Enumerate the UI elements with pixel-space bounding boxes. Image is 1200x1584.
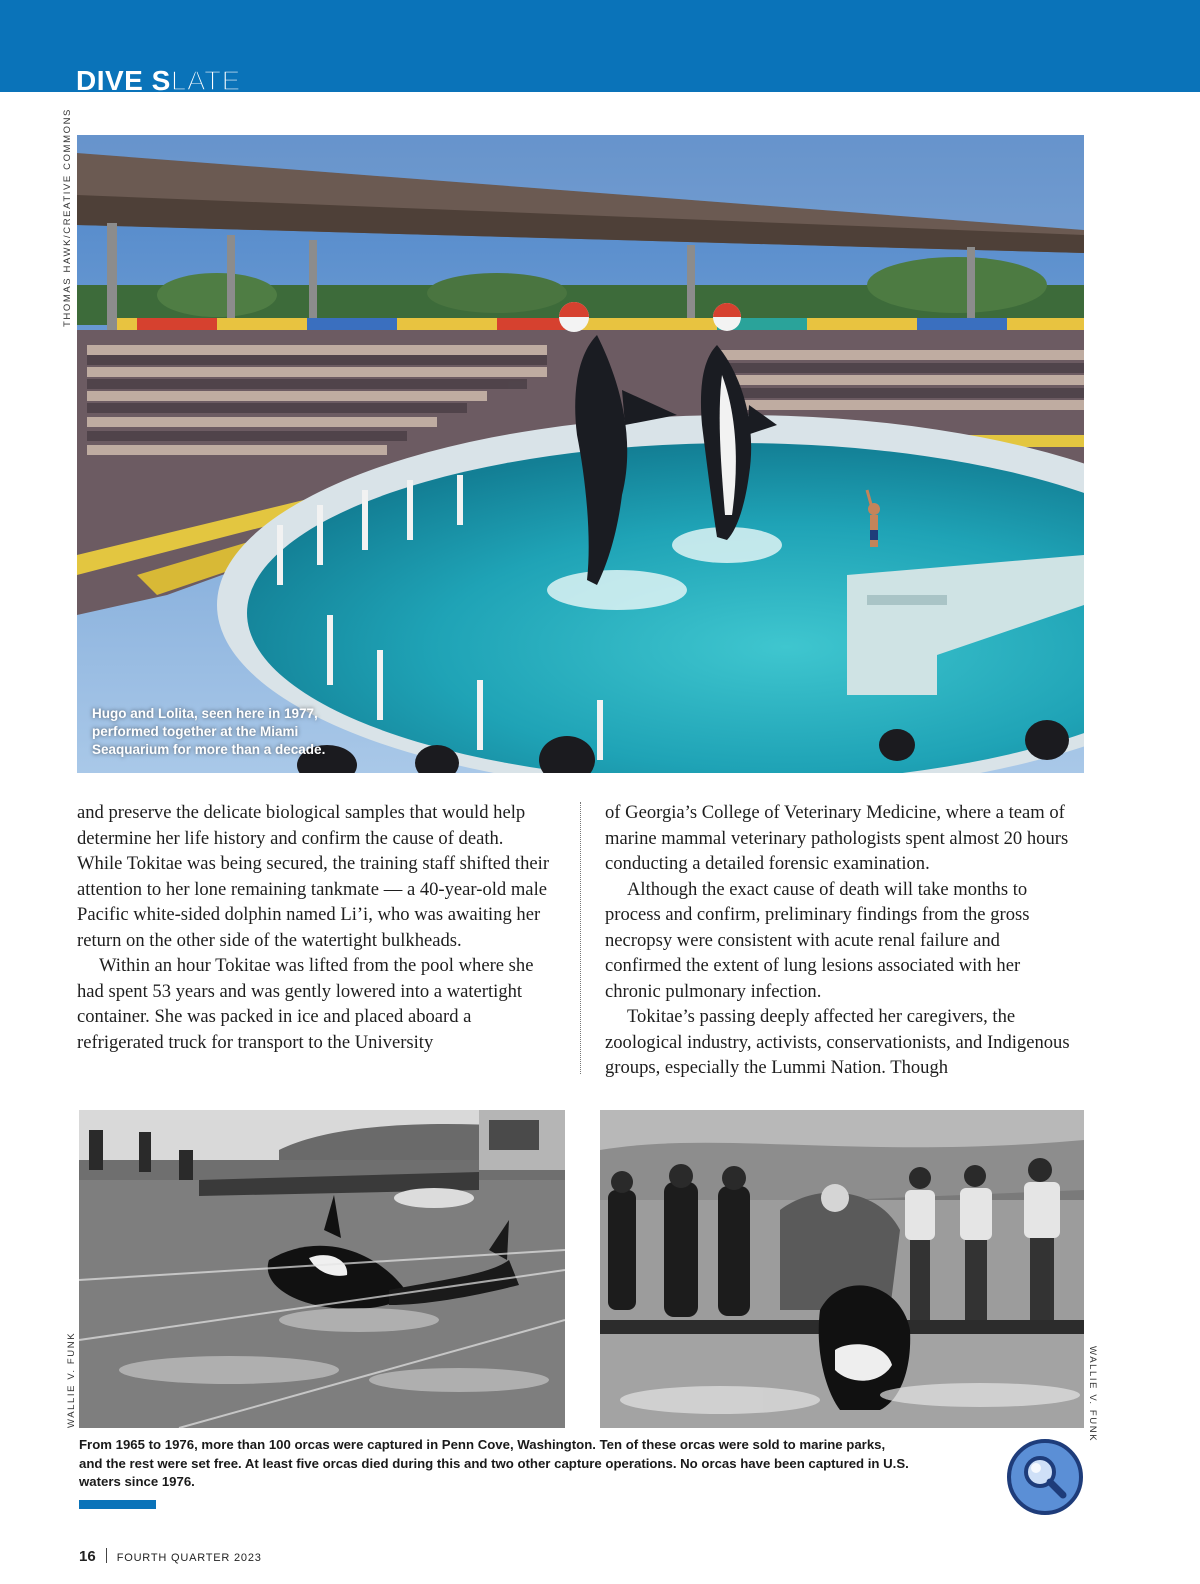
page-footer [79,1548,262,1566]
article-paragraph: Tokitae’s passing deeply affected her caregivers, the zoological industry, activists, conservationists, and Indigenous groups, especially the Lummi Nation. Though [605,1006,1070,1078]
article-paragraph: Although the exact cause of death will take months to process and confirm, preliminary findings from the gross necropsy were consistent with acute renal failure and confirmed the extent of lung lesions associated with her chronic pulmonary infection. [605,878,1030,1002]
section-logo-solid: DIVE S [76,65,171,96]
capture-photo-right-illustration [600,1110,1084,1428]
hero-photo-caption: Hugo and Lolita, seen here in 1977, performed together at the Miami Seaquarium for more than a decade. [92,706,326,757]
issue-label: FOURTH QUARTER 2023 [116,1552,262,1564]
capture-photo-right-credit: WALLIE V. FUNK [1087,1346,1098,1443]
footer-separator [106,1548,107,1563]
magnifier-icon [1011,1443,1079,1511]
capture-photo-left-illustration [79,1110,565,1428]
hero-photo [77,135,1084,773]
article-column-left [77,800,549,1055]
article-paragraph: and preserve the delicate biological samples that would help determine her life history and confirm the cause of death. While Tokitae was being secured, the training staff shifted their attention to her lone remaining tankmate — a 40-year-old male Pacific white-sided dolphin named Li’i, who was awaiting her return on the other side of the watertight bulkheads. [77,802,550,951]
column-divider [580,802,581,1074]
caption-accent-bar [79,1500,156,1509]
page-number: 16 [79,1548,96,1565]
capture-photo-left [79,1110,565,1428]
capture-photos-caption: From 1965 to 1976, more than 100 orcas were captured in Penn Cove, Washington. Ten of these orcas were sold to marine parks, and the rest were set free. At least five orcas died during this and two other capture operations. No orcas have been captured in U.S. waters since 1976. [79,1437,909,1489]
section-logo-outline: LATE [170,65,241,96]
zoom-button[interactable] [1007,1439,1083,1515]
capture-photo-right [600,1110,1084,1428]
article-paragraph: of Georgia’s College of Veterinary Medicine, where a team of marine mammal veterinary pathologists spent almost 20 hours conducting a detailed forensic examination. [605,802,1069,874]
capture-photo-left-credit: WALLIE V. FUNK [66,1331,77,1428]
hero-photo-illustration [77,135,1084,773]
hero-photo-credit: THOMAS HAWK/CREATIVE COMMONS [62,108,73,327]
section-logo [76,66,241,96]
article-paragraph: Within an hour Tokitae was lifted from the pool where she had spent 53 years and was gently lowered into a watertight container. She was packed in ice and placed aboard a refrigerated truck for transport to the University [77,955,534,1053]
article-column-right [605,800,1077,1081]
